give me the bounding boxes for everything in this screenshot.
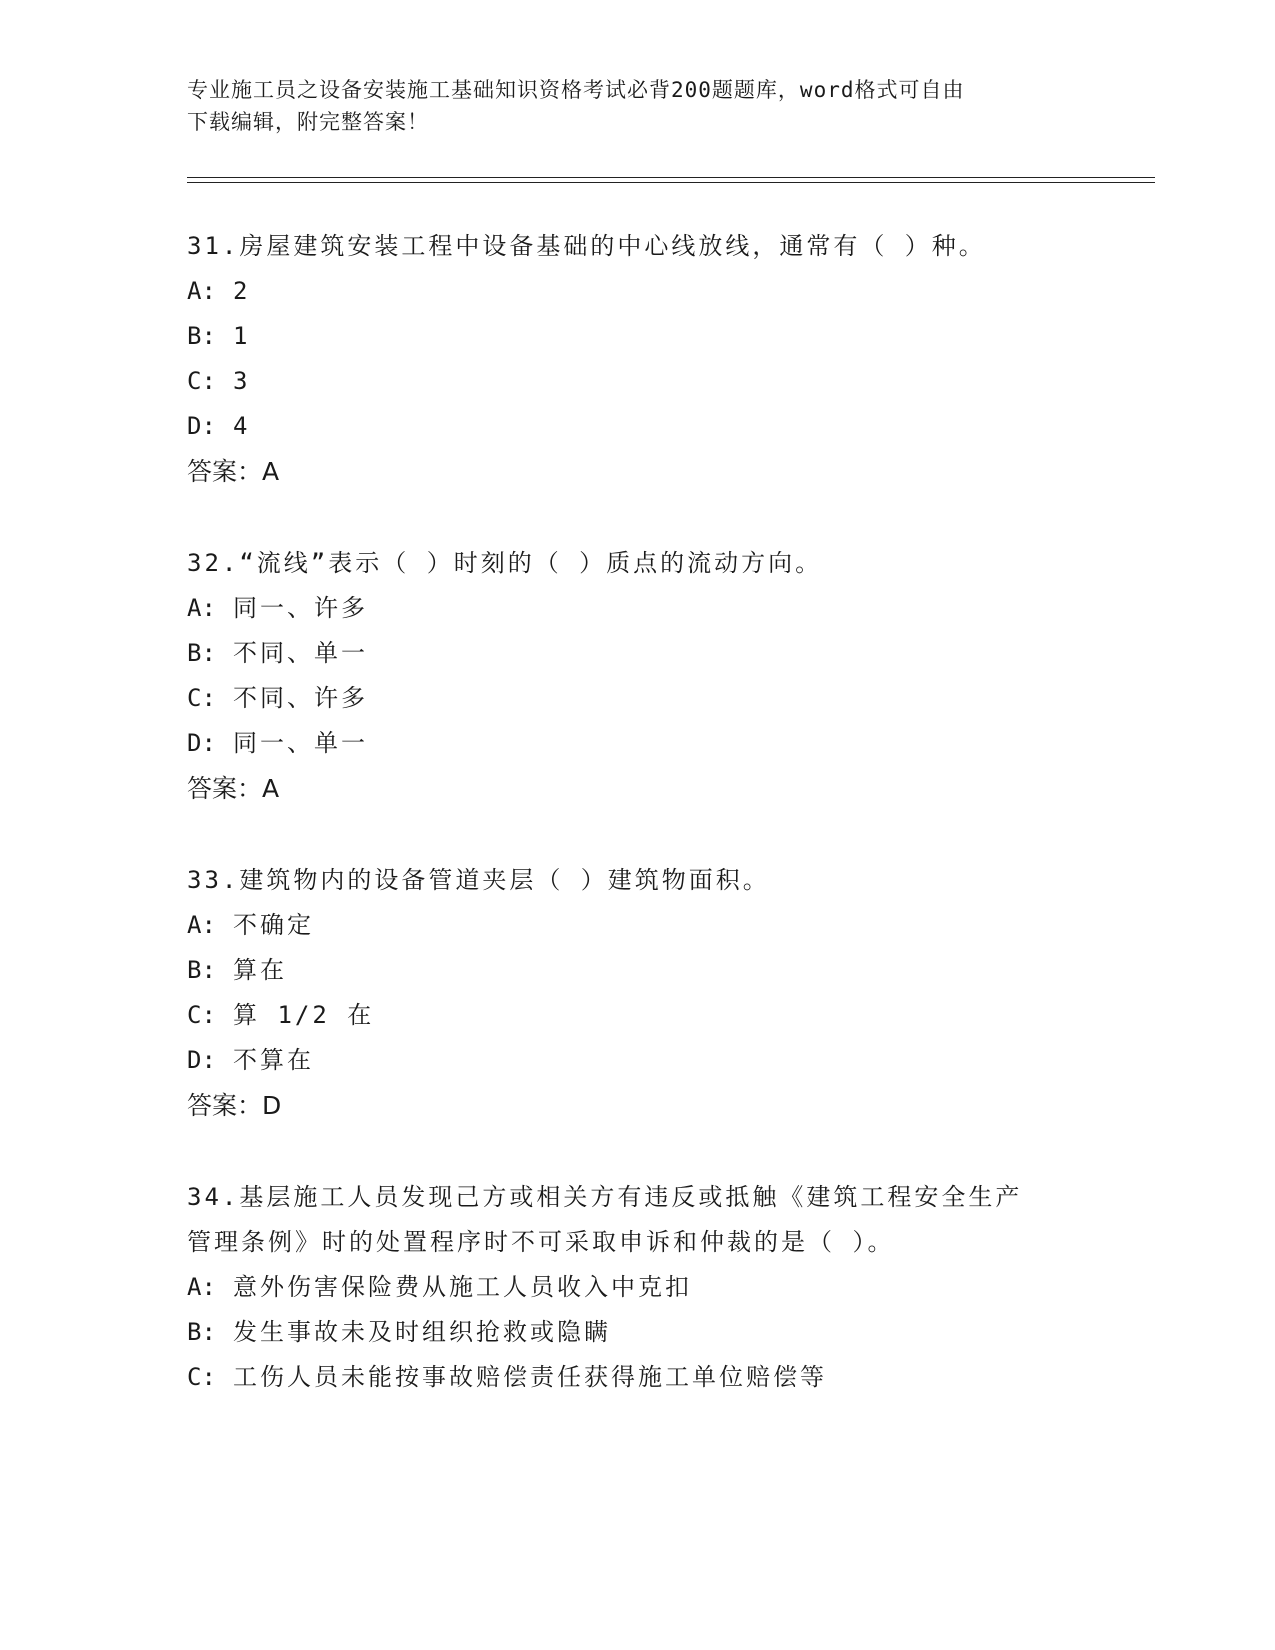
option-d (187, 1038, 1087, 1083)
header-divider-bottom (187, 182, 1155, 183)
document-header (187, 74, 1087, 138)
option-letter: C: (187, 1001, 216, 1029)
question-32 (187, 541, 1087, 811)
option-c (187, 1355, 1087, 1400)
answer: 答案：A (187, 774, 280, 803)
option-letter: B: (187, 322, 216, 350)
option-b (187, 948, 1087, 993)
question-stem: 31.房屋建筑安装工程中设备基础的中心线放线，通常有（ ）种。 (187, 232, 986, 260)
option-letter: B: (187, 956, 216, 984)
option-letter: A: (187, 277, 216, 305)
option-c (187, 676, 1087, 721)
option-letter: D: (187, 1046, 216, 1074)
option-b (187, 314, 1087, 359)
question-stem: 33.建筑物内的设备管道夹层（ ）建筑物面积。 (187, 866, 770, 894)
option-d (187, 721, 1087, 766)
option-a (187, 269, 1087, 314)
option-letter: D: (187, 729, 216, 757)
option-text: 意外伤害保险费从施工人员收入中克扣 (233, 1273, 692, 1301)
option-text: 同一、许多 (233, 594, 368, 622)
option-letter: A: (187, 1273, 216, 1301)
option-a (187, 1265, 1087, 1310)
header-line-1: 专业施工员之设备安装施工基础知识资格考试必背200题题库，word格式可自由 (187, 78, 965, 102)
option-text: 工伤人员未能按事故赔偿责任获得施工单位赔偿等 (233, 1363, 827, 1391)
option-text: 算 1/2 在 (233, 1001, 375, 1029)
question-stem: 32.“流线”表示（ ）时刻的（ ）质点的流动方向。 (187, 549, 823, 577)
option-c (187, 993, 1087, 1038)
option-text: 2 (233, 277, 251, 305)
option-text: 不算在 (233, 1046, 314, 1074)
option-b (187, 1310, 1087, 1355)
option-letter: D: (187, 412, 216, 440)
option-b (187, 631, 1087, 676)
question-stem-line-2: 管理条例》时的处置程序时不可采取申诉和仲裁的是（ ）。 (187, 1228, 895, 1256)
option-text: 算在 (233, 956, 287, 984)
question-33 (187, 858, 1087, 1128)
option-letter: C: (187, 1363, 216, 1391)
option-text: 1 (233, 322, 251, 350)
option-text: 不同、许多 (233, 684, 368, 712)
option-letter: C: (187, 367, 216, 395)
option-a (187, 586, 1087, 631)
option-letter: A: (187, 594, 216, 622)
option-text: 同一、单一 (233, 729, 368, 757)
answer: 答案：D (187, 1091, 282, 1120)
option-text: 发生事故未及时组织抢救或隐瞒 (233, 1318, 611, 1346)
question-stem-line-1: 34.基层施工人员发现己方或相关方有违反或抵触《建筑工程安全生产 (187, 1183, 1023, 1211)
option-text: 不同、单一 (233, 639, 368, 667)
header-line-2: 下载编辑，附完整答案！ (187, 110, 429, 134)
question-34 (187, 1175, 1087, 1400)
answer: 答案：A (187, 457, 280, 486)
option-text: 4 (233, 412, 251, 440)
option-letter: B: (187, 1318, 216, 1346)
option-letter: C: (187, 684, 216, 712)
option-d (187, 404, 1087, 449)
option-letter: B: (187, 639, 216, 667)
option-text: 不确定 (233, 911, 314, 939)
option-a (187, 903, 1087, 948)
header-divider-top (187, 177, 1155, 178)
option-letter: A: (187, 911, 216, 939)
question-31 (187, 224, 1087, 494)
option-text: 3 (233, 367, 251, 395)
option-c (187, 359, 1087, 404)
